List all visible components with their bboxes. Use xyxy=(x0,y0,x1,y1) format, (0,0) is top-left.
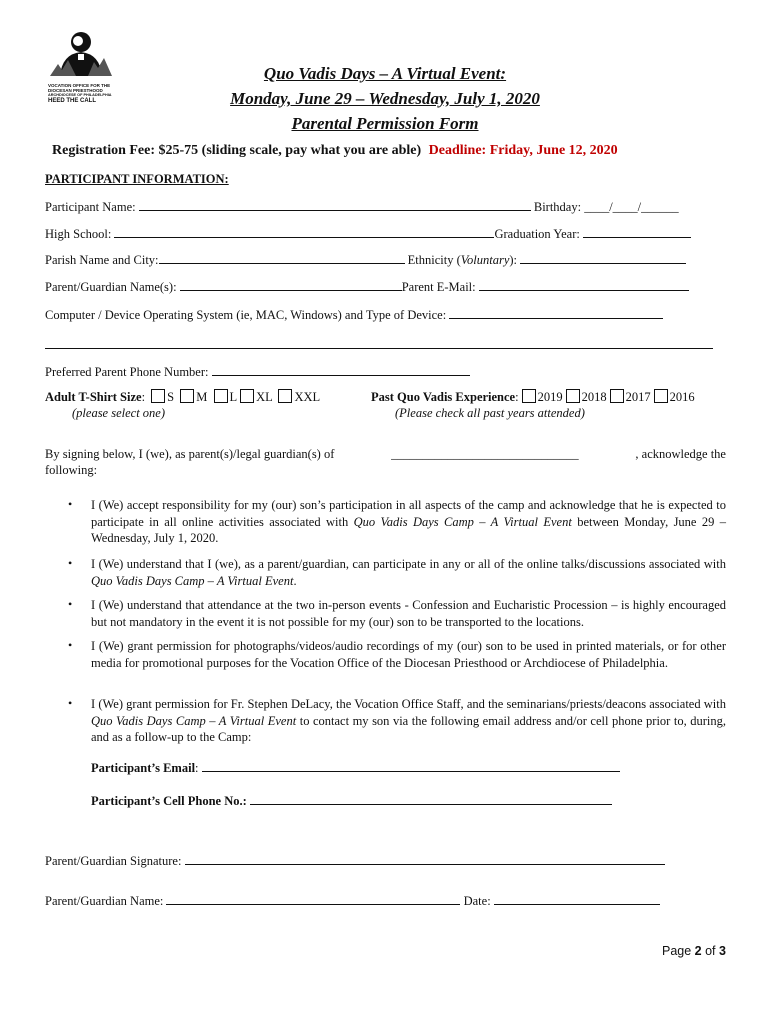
guardian-name-field[interactable] xyxy=(166,893,460,905)
experience-note: (Please check all past years attended) xyxy=(395,406,585,420)
logo-line-1: VOCATION OFFICE FOR THE xyxy=(48,83,111,88)
parent-names-field[interactable] xyxy=(180,279,402,291)
participant-cell-row xyxy=(91,793,612,809)
bullet-item-5 xyxy=(91,696,726,746)
computer-field[interactable] xyxy=(449,307,663,319)
graduation-year-label: Graduation Year: xyxy=(494,227,580,241)
participant-name-label: Participant Name: xyxy=(45,200,136,214)
tshirt-option-xl: XL xyxy=(256,390,273,404)
title-line-1: Quo Vadis Days – A Virtual Event: xyxy=(263,64,507,83)
computer-row xyxy=(45,307,715,323)
signing-line-2: following: xyxy=(45,463,98,477)
experience-checkbox-2018[interactable] xyxy=(566,389,580,403)
ethnicity-field[interactable] xyxy=(520,252,686,264)
logo-tagline: HEED THE CALL xyxy=(48,98,96,104)
ethnicity-label xyxy=(408,253,517,267)
bullet-icon: • xyxy=(68,556,73,570)
signature-label: Parent/Guardian Signature: xyxy=(45,854,182,868)
participant-email-label: Participant’s Email xyxy=(91,761,196,775)
guardian-name-row xyxy=(45,893,660,909)
signing-text-end: , acknowledge the xyxy=(635,447,726,461)
date-label: Date: xyxy=(463,894,491,908)
page-current: 2 xyxy=(694,944,702,958)
participant-name-field[interactable] xyxy=(139,199,531,211)
logo-line-2: DIOCESAN PRIESTHOOD xyxy=(48,88,103,93)
parent-names-label: Parent/Guardian Name(s): xyxy=(45,280,177,294)
experience-option-2017: 2017 xyxy=(625,390,651,404)
participant-name-row xyxy=(45,199,715,215)
bullet-item-3: I (We) understand that attendance at the two in-person events - Confession and Eucharistic Procession – is highly encouraged but not mandatory in the event it is not possible for my (our) son to be transported to the locations. xyxy=(91,598,726,629)
experience-option-2016: 2016 xyxy=(669,390,695,404)
bullet-1-event: Quo Vadis Days Camp – A Virtual Event xyxy=(353,514,572,529)
bullet-item-4: I (We) grant permission for photographs/videos/audio recordings of my (our) son to be used in printed materials, or for other media for promotional purposes for the Vocation Office of the Diocesan Priesthood or Archdiocese of Philadelphia. xyxy=(91,639,726,670)
participant-email-row: Participant’s Email: xyxy=(91,760,620,776)
parent-names-row xyxy=(45,279,715,295)
bullet-icon: • xyxy=(68,638,73,652)
title-line-2: Monday, June 29 – Wednesday, July 1, 2020 xyxy=(230,89,540,108)
parent-email-field[interactable] xyxy=(479,279,689,291)
tshirt-checkbox-s[interactable] xyxy=(151,389,165,403)
computer-label: Computer / Device Operating System (ie, MAC, Windows) and Type of Device: xyxy=(45,308,447,322)
deadline: Deadline: Friday, June 12, 2020 xyxy=(428,143,618,158)
bullet-2-text: I (We) understand that I (we), as a parent/guardian, can participate in any or all of the online talks/discussions associated with xyxy=(91,557,726,571)
experience-row: Past Quo Vadis Experience: 2019 2018 2017 2016 xyxy=(371,390,695,404)
ethnicity-voluntary: Voluntary xyxy=(460,253,510,267)
date-field[interactable] xyxy=(494,893,660,905)
tshirt-option-s: S xyxy=(167,390,175,404)
phone-row xyxy=(45,364,715,380)
section-heading: PARTICIPANT INFORMATION: xyxy=(45,172,229,186)
experience-checkbox-2017[interactable] xyxy=(610,389,624,403)
phone-label: Preferred Parent Phone Number: xyxy=(45,365,209,379)
signing-text-start: By signing below, I (we), as parent(s)/legal guardian(s) of xyxy=(45,447,335,461)
bullet-icon: • xyxy=(68,696,73,710)
computer-field-continuation[interactable] xyxy=(45,348,713,349)
tshirt-note: (please select one) xyxy=(72,406,166,420)
tshirt-checkbox-l[interactable] xyxy=(214,389,228,403)
bullet-5-end: to contact my son via the following email address and/or cell phone prior to, during, and as a follow-up to the Camp: xyxy=(91,713,726,744)
parish-row xyxy=(45,252,715,268)
bullet-item-2 xyxy=(91,556,726,589)
bullet-1-end: between Monday, June 29 – Wednesday, July 1, 2020. xyxy=(91,514,726,545)
experience-note-text: Please check all past years attended xyxy=(399,406,581,420)
experience-option-2019: 2019 xyxy=(537,390,563,404)
tshirt-note-text: please select one xyxy=(76,406,161,420)
parent-email-label: Parent E-Mail: xyxy=(401,280,476,294)
experience-label: Past Quo Vadis Experience xyxy=(371,390,516,404)
bullet-item-1 xyxy=(91,497,726,547)
participant-cell-label: Participant’s Cell Phone No.: xyxy=(91,794,247,808)
experience-checkbox-2019[interactable] xyxy=(522,389,536,403)
tshirt-checkbox-xl[interactable] xyxy=(240,389,254,403)
logo-line-3: ARCHDIOCESE OF PHILADELPHIA xyxy=(48,93,112,97)
parish-field[interactable] xyxy=(159,252,405,264)
page-number xyxy=(662,944,726,958)
parish-label: Parish Name and City: xyxy=(45,253,159,267)
experience-checkbox-2016[interactable] xyxy=(654,389,668,403)
tshirt-option-l: L xyxy=(229,390,238,404)
guardian-name-label: Parent/Guardian Name: xyxy=(45,894,164,908)
high-school-field[interactable] xyxy=(114,226,494,238)
ethnicity-label-end: ): xyxy=(509,253,518,267)
registration-fee: Registration Fee: $25-75 (sliding scale, pay what you are able) xyxy=(52,143,422,158)
participant-cell-field[interactable] xyxy=(250,793,612,805)
page-of: of xyxy=(701,944,719,958)
high-school-label: High School: xyxy=(45,227,112,241)
bullet-5-event: Quo Vadis Days Camp – A Virtual Event xyxy=(91,713,297,728)
graduation-year-field[interactable] xyxy=(583,226,691,238)
signature-row xyxy=(45,853,665,869)
participant-email-field[interactable] xyxy=(202,760,620,772)
page-prefix: Page xyxy=(662,944,695,958)
signature-field[interactable] xyxy=(185,853,665,865)
tshirt-option-xxl: XXL xyxy=(294,390,321,404)
bullet-icon: • xyxy=(68,497,73,511)
tshirt-checkbox-m[interactable] xyxy=(180,389,194,403)
tshirt-option-m: M xyxy=(196,390,208,404)
registration-fee-line xyxy=(52,143,618,159)
phone-field[interactable] xyxy=(212,364,470,376)
high-school-row xyxy=(45,226,715,242)
bullet-5-text: I (We) grant permission for Fr. Stephen DeLacy, the Vocation Office Staff, and the seminarians/priests/deacons associated with xyxy=(91,697,726,711)
tshirt-checkbox-xxl[interactable] xyxy=(278,389,292,403)
tshirt-label: Adult T-Shirt Size xyxy=(45,390,142,404)
signing-line-1 xyxy=(45,447,726,462)
tshirt-row: Adult T-Shirt Size: S M L XL XXL xyxy=(45,390,321,404)
page-total: 3 xyxy=(719,944,726,958)
bullet-2-end: . xyxy=(293,573,297,588)
son-name-field[interactable]: ______________________________ xyxy=(391,447,579,461)
title-line-3: Parental Permission Form xyxy=(291,114,479,133)
ethnicity-label-start: Ethnicity ( xyxy=(407,253,461,267)
birthday-field[interactable]: Birthday: ____/____/______ xyxy=(533,200,679,214)
bullet-1-text: I (We) accept responsibility for my (our) son’s participation in all aspects of the camp and acknowledge that he is expected to participate in all online activities associated with xyxy=(91,498,726,529)
bullet-icon: • xyxy=(68,597,73,611)
experience-option-2018: 2018 xyxy=(581,390,607,404)
bullet-2-event: Quo Vadis Days Camp – A Virtual Event xyxy=(91,573,294,588)
